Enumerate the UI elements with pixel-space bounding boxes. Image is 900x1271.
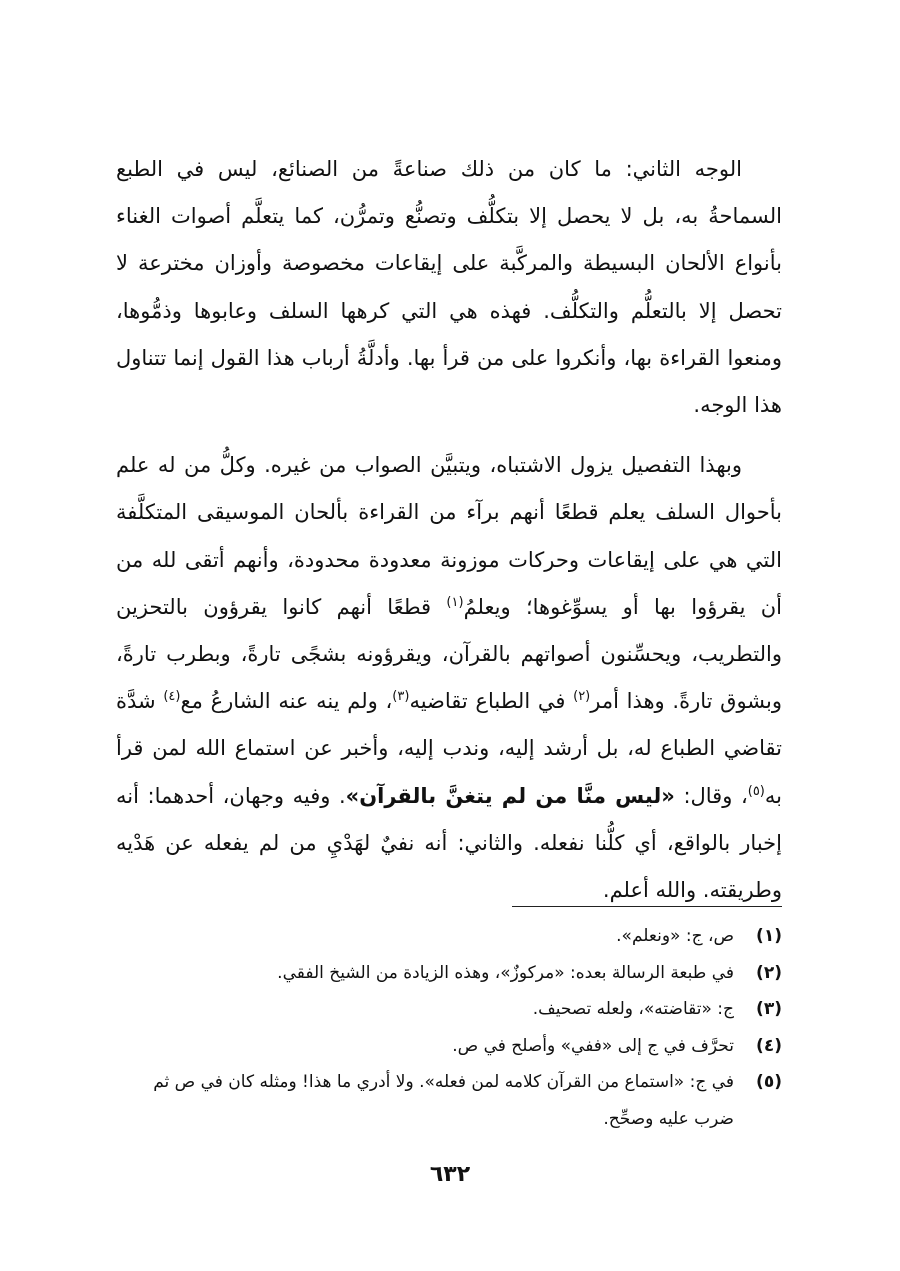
text-segment: ، ولم ينه عنه الشارعُ مع — [180, 689, 393, 714]
footnote-text: في ج: «استماع من القرآن كلامه لمن فعله». ولا أدري ما هذا! ومثله كان في ص ثم ضرب عليه وصحِّح. — [153, 1072, 734, 1129]
footnote-item — [116, 1028, 782, 1065]
text-segment: . وفيه وجهان، أحدهما: أنه إخبار بالواقع، أي كلُّنا نفعله. والثاني: أنه نفيٌ لهَدْيِ من لم يفعله عن هَدْيه وطريقته. والله أعلم. — [116, 783, 782, 903]
paragraph-clarification — [116, 442, 782, 914]
text-segment: وبهذا التفصيل يزول الاشتباه، ويتبيَّن الصواب من غيره. وكلُّ من له علم بأحوال السلف يعلم قطعًا أنهم برآء من القراءة بألحان الموسيقى المتكلَّفة التي هي على إيقاعات وحركات موزونة معدودة محدودة، وأنهم أتقى لله من أن يقرؤوا بها أو يسوِّغوها؛ ويعلمُ — [116, 453, 782, 619]
footnote-ref-1[interactable]: (١) — [446, 594, 464, 610]
footnote-number: (٣) — [756, 999, 782, 1019]
footnote-item — [116, 991, 782, 1028]
footnote-number: (٤) — [756, 1035, 782, 1056]
footnote-text: ج: «تقاضته»، ولعله تصحيف. — [532, 999, 734, 1019]
text-segment: في الطباع تقاضيه — [409, 689, 574, 714]
footnote-text: تحرَّف في ج إلى «ففي» وأصلح في ص. — [452, 1035, 734, 1056]
paragraph-second-aspect: الوجه الثاني: ما كان من ذلك صناعةً من الصنائع، ليس في الطبع السماحةُ به، بل لا يحصل إلا بتكلُّف وتصنُّع وتمرُّن، كما يتعلَّم أصوات الغناء بأنواع الألحان البسيطة والمركَّبة على إيقاعات مخصوصة وأوزان مخترعة لا تحصل إلا بالتعلُّم والتكلُّف. فهذه هي التي كرهها السلف وعابوها وذمُّوها، ومنعوا القراءة بها، وأنكروا على من قرأ بها. وأدلَّةُ أرباب هذا القول إنما تتناول هذا الوجه. — [116, 157, 782, 418]
hadith-quote: «ليس منَّا من لم يتغنَّ بالقرآن» — [345, 783, 675, 808]
footnote-number: (٢) — [756, 962, 782, 983]
footnotes-list — [116, 918, 782, 1137]
footnote-ref-3[interactable]: (٣) — [392, 689, 410, 705]
text-segment: قطعًا أنهم كانوا يقرؤون بالتحزين والتطريب، ويحسِّنون أصواتهم بالقرآن، ويقرؤونه بشجًى تارةً، وبطرب تارةً، وبشوق تارةً. وهذا أمر — [116, 594, 783, 714]
footnote-item — [116, 1064, 782, 1137]
footnote-item — [116, 955, 782, 992]
footnote-ref-2[interactable]: (٢) — [573, 689, 591, 705]
text-segment: شدَّة تقاضي الطباع له، بل أرشد إليه، وندب إليه، وأخبر عن استماع الله لمن قرأ به — [116, 689, 782, 808]
text-segment: ، وقال: — [674, 783, 748, 808]
footnote-text: في طبعة الرسالة بعده: «مركوزٌ»، وهذه الزيادة من الشيخ الفقي. — [277, 962, 734, 983]
footnote-ref-4[interactable]: (٤) — [163, 689, 181, 705]
page-number: ٦٣٢ — [429, 1162, 471, 1187]
main-text — [116, 146, 782, 914]
footnote-separator — [512, 906, 782, 907]
footnote-text: ص، ج: «ونعلم». — [616, 926, 734, 946]
footnote-number: (١) — [756, 926, 782, 946]
footnote-item — [116, 918, 782, 955]
footnote-number: (٥) — [756, 1072, 782, 1092]
footnote-ref-5[interactable]: (٥) — [747, 783, 765, 799]
